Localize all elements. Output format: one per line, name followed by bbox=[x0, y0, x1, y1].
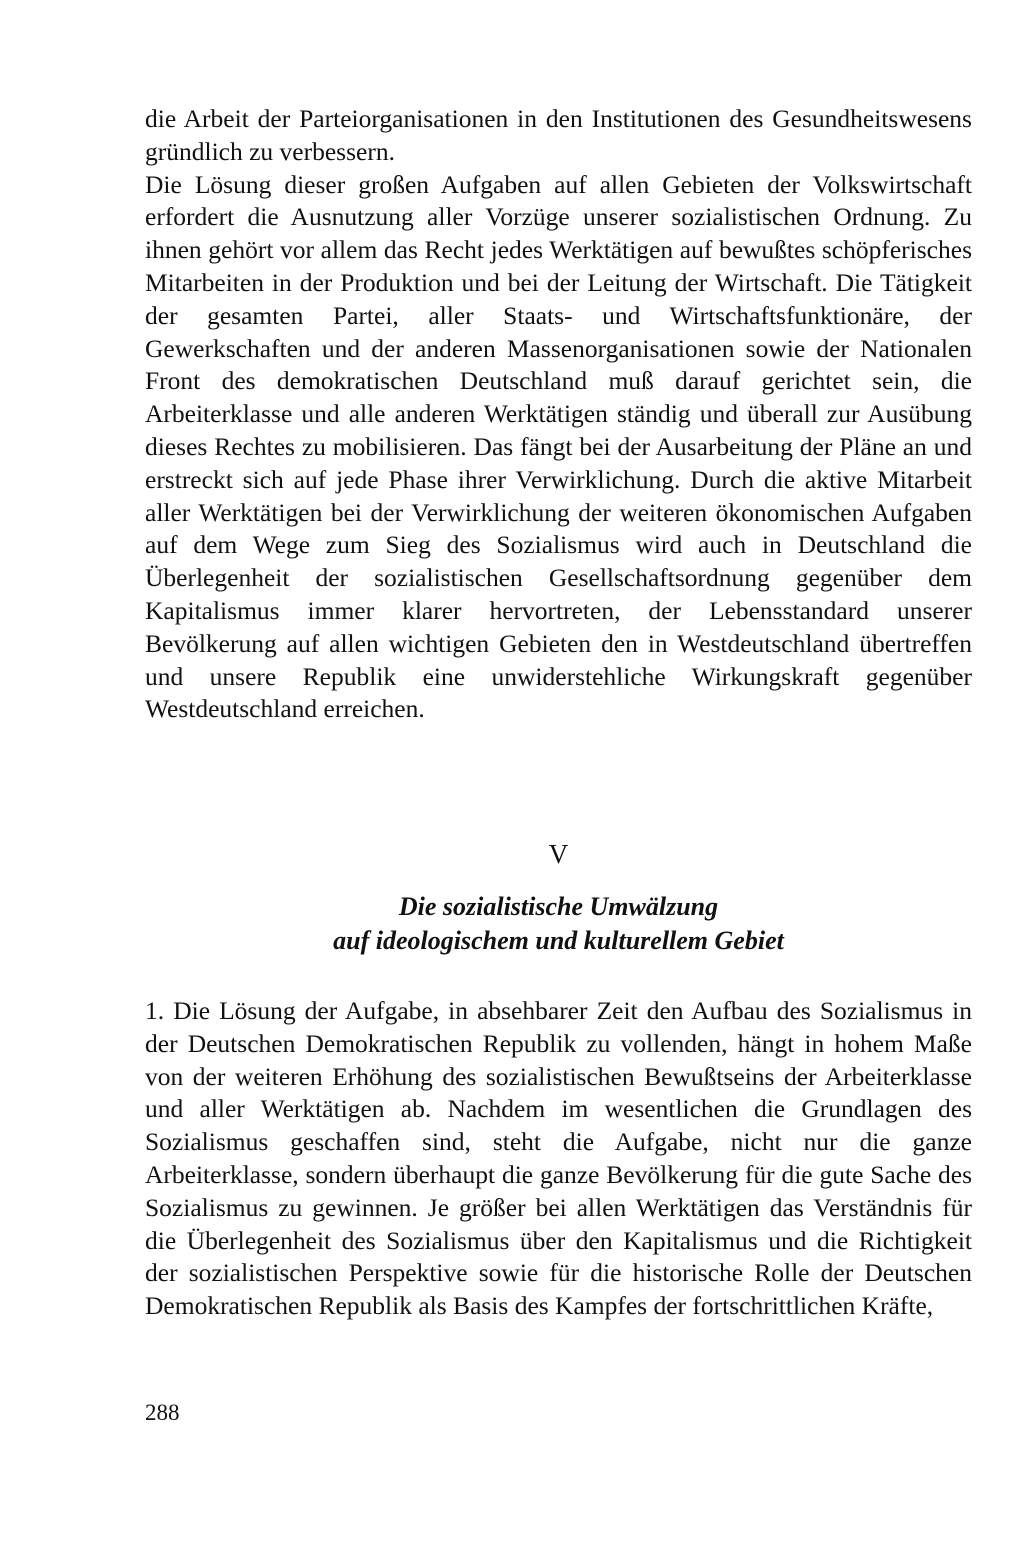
section-title bbox=[145, 890, 972, 958]
paragraph-continuation: die Arbeit der Parteiorganisationen in den Institutionen des Gesundheitswesens gründlich zu verbessern. bbox=[145, 104, 972, 166]
page-number: 288 bbox=[145, 1400, 180, 1425]
paragraph-economy: Die Lösung dieser großen Aufgaben auf allen Gebieten der Volkswirtschaft erfordert die Ausnutzung aller Vorzüge unserer sozialistischen Ordnung. Zu ihnen gehört vor allem das Recht jedes Werktätigen auf bewußtes schöpferisches Mitarbeiten in der Produktion und bei der Leitung der Wirtschaft. Die Tätigkeit der gesamten Partei, aller Staats- und Wirtschaftsfunktionäre, der Gewerkschaften und der anderen Massenorganisationen sowie der Nationalen Front des demokratischen Deutschland muß darauf gerichtet sein, die Arbeiterklasse und alle anderen Werktätigen ständig und überall zur Ausübung dieses Rechtes zu mobilisieren. Das fängt bei der Ausarbeitung der Pläne an und erstreckt sich auf jede Phase ihrer Verwirklichung. Durch die aktive Mitarbeit aller Werktätigen bei der Verwirklichung der weiteren ökonomischen Aufgaben auf dem Wege zum Sieg des Sozialismus wird auch in Deutschland die Überlegenheit der sozialistischen Gesellschaftsordnung gegenüber dem Kapitalismus immer klarer hervortreten, der Lebensstandard unserer Bevölkerung auf allen wichtigen Gebieten den in Westdeutschland übertreffen und unsere Republik eine unwiderstehliche Wirkungskraft gegenüber Westdeutschland erreichen. bbox=[145, 169, 972, 724]
top-text-block bbox=[145, 103, 972, 726]
paragraph-point-1: 1. Die Lösung der Aufgabe, in absehbarer Zeit den Aufbau des Sozialismus in der Deutschen Demokratischen Republik zu vollenden, hängt in hohem Maße von der weiteren Erhöhung des sozialistischen Bewußtseins der Arbeiterklasse und aller Werktätigen ab. Nachdem im wesentlichen die Grundlagen des Sozialismus geschaffen sind, steht die Aufgabe, nicht nur die ganze Arbeiterklasse, sondern überhaupt die ganze Bevölkerung für die gute Sache des Sozialismus zu gewinnen. Je größer bei allen Werktätigen das Verständnis für die Überlegenheit des Sozialismus über den Kapitalismus und die Richtigkeit der sozialistischen Perspektive sowie für die historische Rolle der Deutschen Demokratischen Republik als Basis des Kampfes der fortschrittlichen Kräfte, bbox=[145, 996, 972, 1321]
section-title-line-1: Die sozialistische Umwälzung bbox=[398, 892, 719, 921]
section-body bbox=[145, 995, 972, 1323]
section-title-line-2: auf ideologischem und kulturellem Gebiet bbox=[333, 926, 784, 955]
section-number: V bbox=[548, 839, 569, 869]
